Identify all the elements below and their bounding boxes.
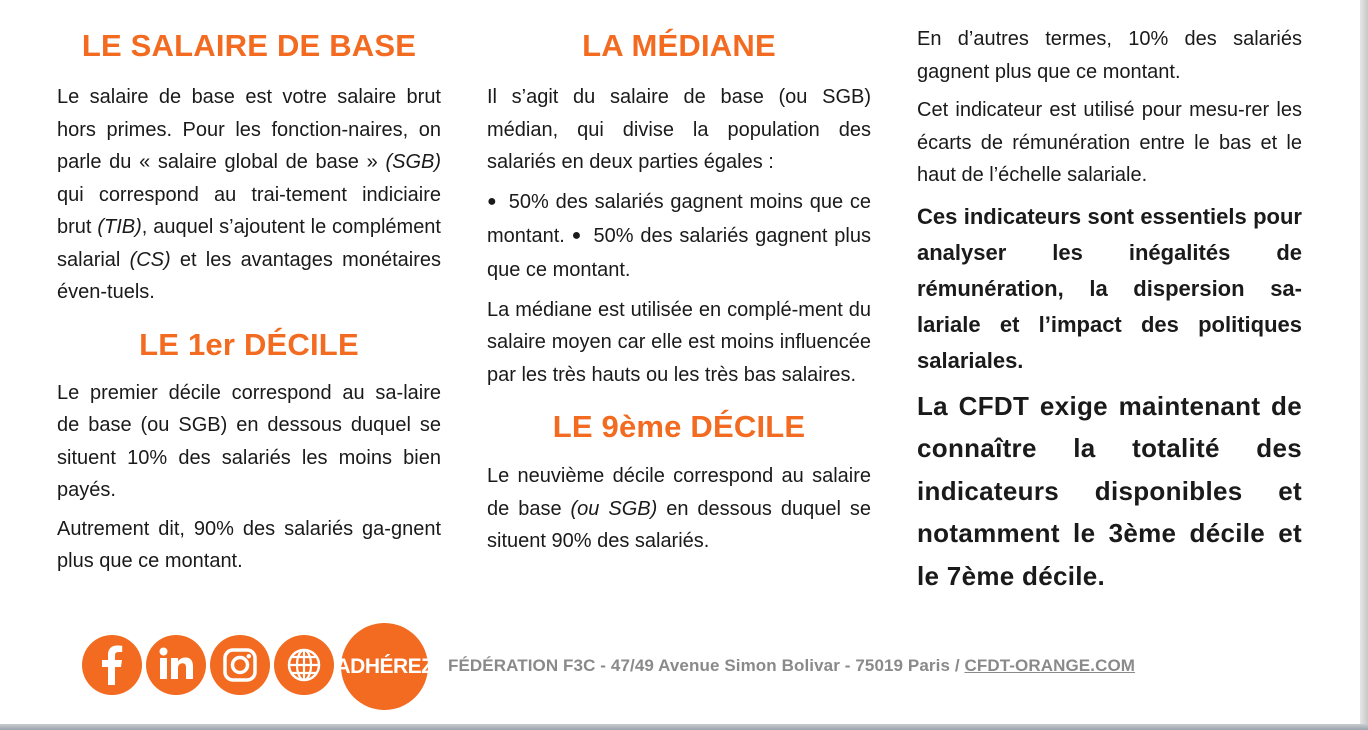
paragraph-cfdt-exige: La CFDT exige maintenant de connaître la totalité des indicateurs disponibles et notamment le 3ème décile et le 7ème décile. (917, 390, 1302, 591)
paragraph-9eme-decile: Le neuvième décile correspond au salaire de base (ou SGB) en dessous duquel se situent 90% des salariés. (487, 465, 871, 552)
paragraph-indicateur: Cet indicateur est utilisé pour mesu-rer les écarts de rémunération entre le bas et le haut de l’échelle salariale. (917, 99, 1302, 186)
bullet-icon: ● (487, 192, 498, 210)
paragraph-salaire-de-base: Le salaire de base est votre salaire brut hors primes. Pour les fonction-naires, on parle du « salaire global de base » (SGB) qui correspond au trai-tement indiciaire brut (TIB), auquel s’ajoutent le complément salarial (CS) et les avantages monétaires éven-tuels. (57, 86, 442, 303)
adherez-button[interactable]: ADHÉREZ (341, 623, 428, 710)
footer-address: FÉDÉRATION F3C - 47/49 Avenue Simon Bolivar - 75019 Paris / CFDT-ORANGE.COM (448, 656, 1136, 675)
instagram-icon[interactable] (210, 635, 270, 695)
facebook-icon[interactable] (82, 635, 142, 695)
linkedin-icon[interactable] (146, 635, 206, 695)
heading-mediane: LA MÉDIANE (582, 28, 776, 63)
column-left (57, 0, 441, 578)
website-link[interactable]: CFDT-ORANGE.COM (964, 656, 1136, 675)
heading-1er-decile: LE 1er DÉCILE (139, 326, 359, 362)
bullet-icon: ● (571, 226, 583, 244)
paragraph-autrement-dit: Autrement dit, 90% des salariés ga-gnent plus que ce montant. (57, 517, 441, 572)
paragraph-mediane-usage: La médiane est utilisée en complé-ment du salaire moyen car elle est moins influencée par les très hauts ou les très bas salaires. (487, 298, 871, 386)
paragraph-mediane: Il s’agit du salaire de base (ou SGB) médian, qui divise la population des salariés en deux parties égales : (487, 86, 871, 173)
column-right (917, 0, 1302, 597)
heading-salaire-de-base: LE SALAIRE DE BASE (81, 28, 417, 63)
paragraph-indicateurs-essentiels: Ces indicateurs sont essentiels pour analyser les inégalités de rémunération, la dispersion sa-lariale et l’impact des politiques salariales. (917, 203, 1302, 373)
heading-9eme-decile: LE 9ème DÉCILE (552, 409, 806, 444)
column-middle (487, 0, 871, 558)
page-edge-bottom (0, 724, 1368, 730)
paragraph-1er-decile: Le premier décile correspond au sa-laire de base (ou SGB) en dessous duquel se situent 10% des salariés les moins bien payés. (57, 381, 441, 501)
footer (82, 622, 1182, 712)
page-edge-right (1360, 0, 1368, 730)
globe-icon[interactable] (274, 635, 334, 695)
paragraph-autres-termes: En d’autres termes, 10% des salariés gagnent plus que ce montant. (917, 28, 1302, 83)
paragraph-bullets: ● 50% des salariés gagnent moins que ce montant. ● 50% des salariés gagnent plus que ce montant. (487, 190, 872, 281)
